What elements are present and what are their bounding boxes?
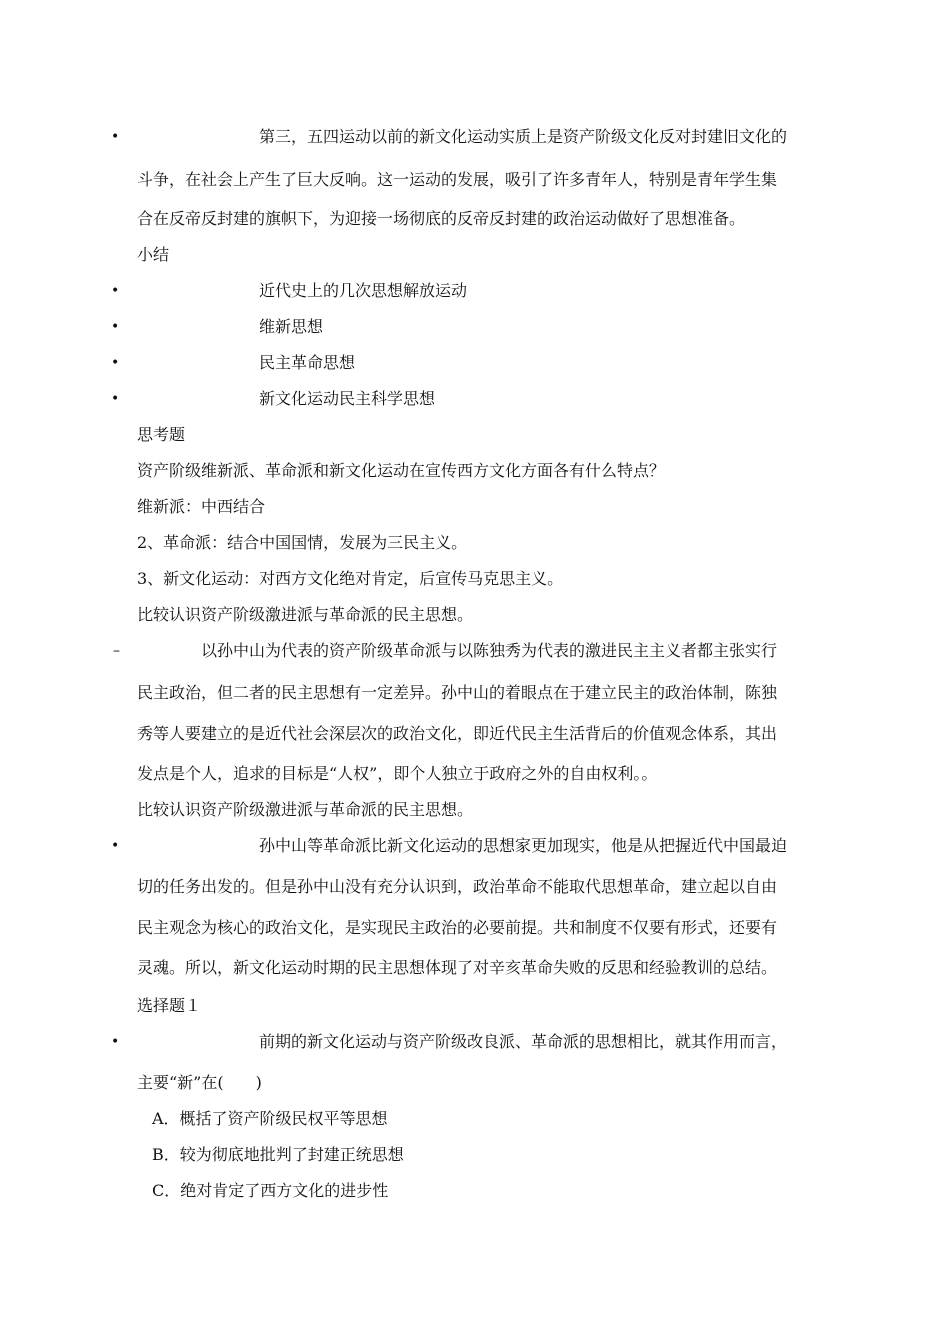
paragraph-line: 孙中山等革命派比新文化运动的思想家更加现实，他是从把握近代中国最迫	[259, 836, 788, 855]
dash-marker: –	[113, 643, 120, 659]
summary-item: 维新思想	[259, 317, 324, 336]
answer-line: 2、革命派：结合中国国情，发展为三民主义。	[137, 533, 468, 552]
choice-option-b: B．较为彻底地批判了封建正统思想	[152, 1145, 404, 1164]
paragraph-line: 斗争，在社会上产生了巨大反响。这一运动的发展，吸引了许多青年人，特别是青年学生集	[137, 170, 778, 189]
answer-line: 维新派：中西结合	[137, 497, 266, 516]
compare-heading: 比较认识资产阶级激进派与革命派的民主思想。	[137, 605, 474, 624]
bullet-marker: •	[111, 1034, 120, 1050]
choice-option-a: A．概括了资产阶级民权平等思想	[152, 1109, 388, 1128]
choice-stem-line: 主要“新”在( )	[137, 1073, 262, 1092]
bullet-marker: •	[111, 319, 120, 335]
summary-heading: 小结	[137, 245, 170, 264]
bullet-marker: •	[111, 391, 120, 407]
choice-stem-line: 前期的新文化运动与资产阶级改良派、革命派的思想相比，就其作用而言，	[259, 1032, 788, 1051]
bullet-marker: •	[111, 283, 120, 299]
bullet-marker: •	[111, 129, 120, 145]
paragraph-line: 合在反帝反封建的旗帜下，为迎接一场彻底的反帝反封建的政治运动做好了思想准备。	[137, 209, 746, 228]
choice-heading: 选择题１	[137, 996, 202, 1015]
paragraph-line: 以孙中山为代表的资产阶级革命派与以陈独秀为代表的激进民主主义者都主张实行	[201, 641, 778, 660]
paragraph-line: 第三，五四运动以前的新文化运动实质上是资产阶级文化反对封建旧文化的	[259, 127, 788, 146]
summary-item: 近代史上的几次思想解放运动	[259, 281, 468, 300]
compare-heading: 比较认识资产阶级激进派与革命派的民主思想。	[137, 800, 474, 819]
paragraph-line: 秀等人要建立的是近代社会深层次的政治文化，即近代民主生活背后的价值观念体系，其出	[137, 724, 778, 743]
paragraph-line: 民主政治，但二者的民主思想有一定差异。孙中山的着眼点在于建立民主的政治体制，陈独	[137, 683, 778, 702]
choice-option-c: C．绝对肯定了西方文化的进步性	[152, 1181, 389, 1200]
paragraph-line: 民主观念为核心的政治文化，是实现民主政治的必要前提。共和制度不仅要有形式，还要有	[137, 918, 778, 937]
question-prompt: 资产阶级维新派、革命派和新文化运动在宣传西方文化方面各有什么特点？	[137, 461, 666, 480]
bullet-marker: •	[111, 355, 120, 371]
question-heading: 思考题	[137, 425, 186, 444]
bullet-marker: •	[111, 838, 120, 854]
paragraph-line: 切的任务出发的。但是孙中山没有充分认识到，政治革命不能取代思想革命，建立起以自由	[137, 877, 778, 896]
summary-item: 新文化运动民主科学思想	[259, 389, 436, 408]
summary-item: 民主革命思想	[259, 353, 356, 372]
paragraph-line: 灵魂。所以，新文化运动时期的民主思想体现了对辛亥革命失败的反思和经验教训的总结。	[137, 958, 778, 977]
answer-line: 3、新文化运动：对西方文化绝对肯定，后宣传马克思主义。	[137, 569, 564, 588]
paragraph-line: 发点是个人，追求的目标是“人权”，即个人独立于政府之外的自由权利。。	[137, 764, 658, 783]
